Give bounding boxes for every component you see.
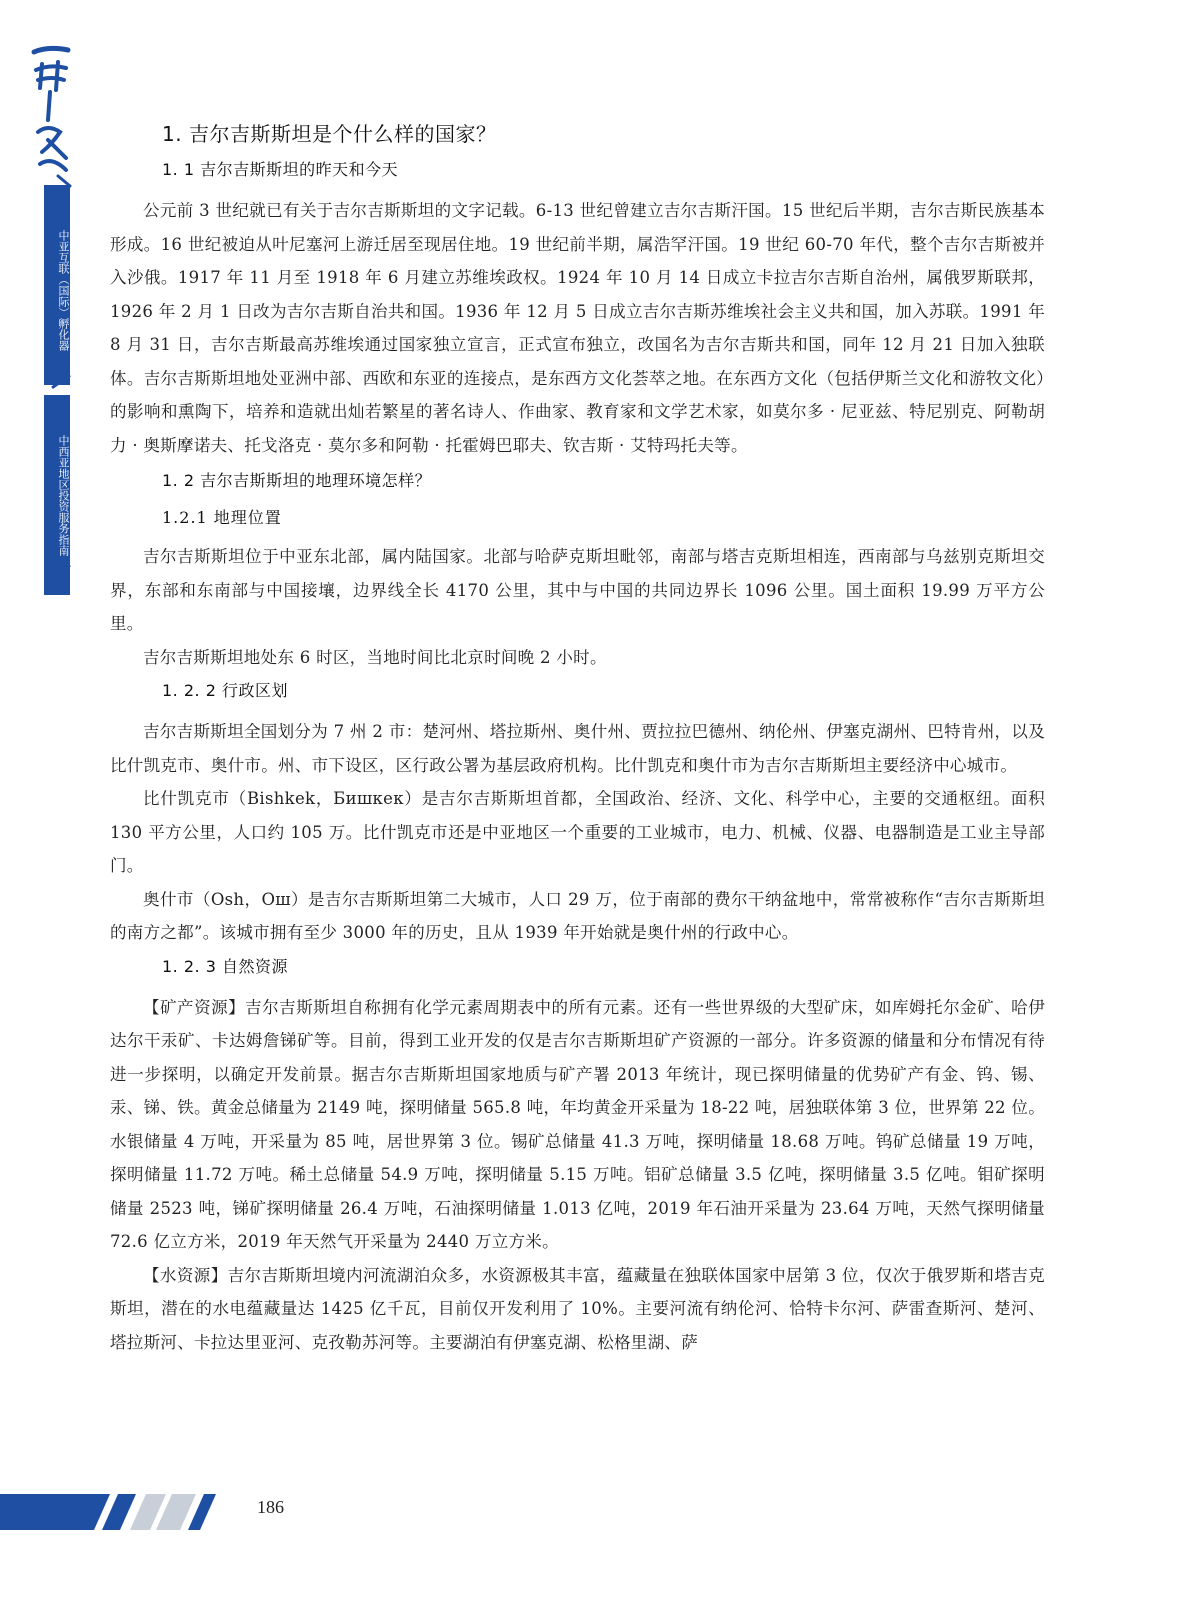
paragraph-admin-divisions: 吉尔吉斯斯坦全国划分为 7 州 2 市：楚河州、塔拉斯州、奥什州、贾拉拉巴德州、纳伦州、伊塞克湖州、巴特肯州，以及比什凯克市、奥什市。州、市下设区，区行政公署为基层政府机构。比什凯克和奥什市为吉尔吉斯斯坦主要经济中心城市。: [110, 722, 1045, 775]
paragraph-bishkek: 比什凯克市（Bishkek，Бишкек）是吉尔吉斯斯坦首都，全国政治、经济、文化、科学中心，主要的交通枢纽。面积 130 平方公里，人口约 105 万。比什凯克市还是中亚地区一个重要的工业城市，电力、机械、仪器、电器制造是工业主导部门。: [110, 789, 1045, 875]
sidebar-book-label: 中西亚地区投资服务指南: [57, 434, 70, 556]
subsection-heading-1-2-2: 1. 2. 2 行政区划: [162, 681, 288, 700]
paragraph-osh: 奥什市（Osh，Ош）是吉尔吉斯斯坦第二大城市，人口 29 万，位于南部的费尔干纳盆地中，常常被称作“吉尔吉斯斯坦的南方之都”。该城市拥有至少 3000 年的历史，且从 1939 年开始就是奥什州的行政中心。: [110, 889, 1045, 942]
page-content: [110, 100, 1045, 1359]
paragraph-minerals: 【矿产资源】吉尔吉斯斯坦自称拥有化学元素周期表中的所有元素。还有一些世界级的大型矿床，如库姆托尔金矿、哈伊达尔干汞矿、卡达姆詹锑矿等。目前，得到工业开发的仅是吉尔吉斯斯坦矿产资源的一部分。许多资源的储量和分布情况有待进一步探明，以确定开发前景。据吉尔吉斯斯坦国家地质与矿产署 2013 年统计，现已探明储量的优势矿产有金、钨、锡、汞、锑、铁。黄金总储量为 2149 吨，探明储量 565.8 吨，年均黄金开采量为 18-22 吨，居独联体第 3 位，世界第 22 位。水银储量 4 万吨，开采量为 85 吨，居世界第 3 位。锡矿总储量 41.3 万吨，探明储量 18.68 万吨。钨矿总储量 19 万吨，探明储量 11.72 万吨。稀土总储量 54.9 万吨，探明储量 5.15 万吨。铝矿总储量 3.5 亿吨，探明储量 3.5 亿吨。钼矿探明储量 2523 吨，锑矿探明储量 26.4 万吨，石油探明储量 1.013 亿吨，2019 年石油开采量为 23.64 万吨，天然气探明储量 72.6 亿立方米，2019 年天然气开采量为 2440 万立方米。: [110, 997, 1045, 1251]
paragraph-location: 吉尔吉斯斯坦位于中亚东北部，属内陆国家。北部与哈萨克斯坦毗邻，南部与塔吉克斯坦相连，西南部与乌兹别克斯坦交界，东部和东南部与中国接壤，边界线全长 4170 公里，其中与中国的共同边界长 1096 公里。国土面积 19.99 万平方公里。: [110, 547, 1045, 633]
page-number: 186: [257, 1497, 284, 1517]
left-sidebar: [0, 0, 80, 1600]
paragraph-water: 【水资源】吉尔吉斯斯坦境内河流湖泊众多，水资源极其丰富，蕴藏量在独联体国家中居第 3 位，仅次于俄罗斯和塔吉克斯坦，潜在的水电蕴藏量达 1425 亿千瓦，目前仅开发利用了 10%。主要河流有纳伦河、恰特卡尔河、萨雷查斯河、楚河、塔拉斯河、卡拉达里亚河、克孜勒苏河等。主要湖泊有伊塞克湖、松格里湖、萨: [110, 1265, 1045, 1352]
belt-road-logo: [28, 40, 74, 190]
sidebar-series-label: 中亚互联（国际）孵化器: [57, 229, 70, 351]
chapter-heading: 1. 吉尔吉斯斯坦是个什么样的国家？: [162, 122, 497, 146]
section-heading-1-1: 1. 1 吉尔吉斯斯坦的昨天和今天: [162, 160, 399, 179]
paragraph-history: 公元前 3 世纪就已有关于吉尔吉斯斯坦的文字记载。6-13 世纪曾建立吉尔吉斯汗国。15 世纪后半期，吉尔吉斯民族基本形成。16 世纪被迫从叶尼塞河上游迁居至现居住地。19 世纪前半期，属浩罕汗国。19 世纪 60-70 年代，整个吉尔吉斯被并入沙俄。1917 年 11 月至 1918 年 6 月建立苏维埃政权。1924 年 10 月 14 日成立卡拉吉尔吉斯自治州，属俄罗斯联邦，1926 年 2 月 1 日改为吉尔吉斯自治共和国。1936 年 12 月 5 日成立吉尔吉斯苏维埃社会主义共和国，加入苏联。1991 年 8 月 31 日，吉尔吉斯最高苏维埃通过国家独立宣言，正式宣布独立，改国名为吉尔吉斯共和国，同年 12 月 21 日加入独联体。吉尔吉斯斯坦地处亚洲中部、西欧和东亚的连接点，是东西方文化荟萃之地。在东西方文化（包括伊斯兰文化和游牧文化）的影响和熏陶下，培养和造就出灿若繁星的著名诗人、作曲家、教育家和文学艺术家，如莫尔多 · 尼亚兹、特尼别克、阿勒胡力 · 奥斯摩诺夫、托戈洛克 · 莫尔多和阿勒 · 托霍姆巴耶夫、钦吉斯 · 艾特玛托夫等。: [110, 201, 1045, 455]
subsection-heading-1-2-1: 1.2.1 地理位置: [162, 508, 282, 527]
section-heading-1-2: 1. 2 吉尔吉斯斯坦的地理环境怎样？: [162, 471, 432, 490]
paragraph-timezone: 吉尔吉斯斯坦地处东 6 时区，当地时间比北京时间晚 2 小时。: [143, 647, 607, 667]
subsection-heading-1-2-3: 1. 2. 3 自然资源: [162, 956, 288, 976]
footer-stripes: [0, 1488, 230, 1530]
